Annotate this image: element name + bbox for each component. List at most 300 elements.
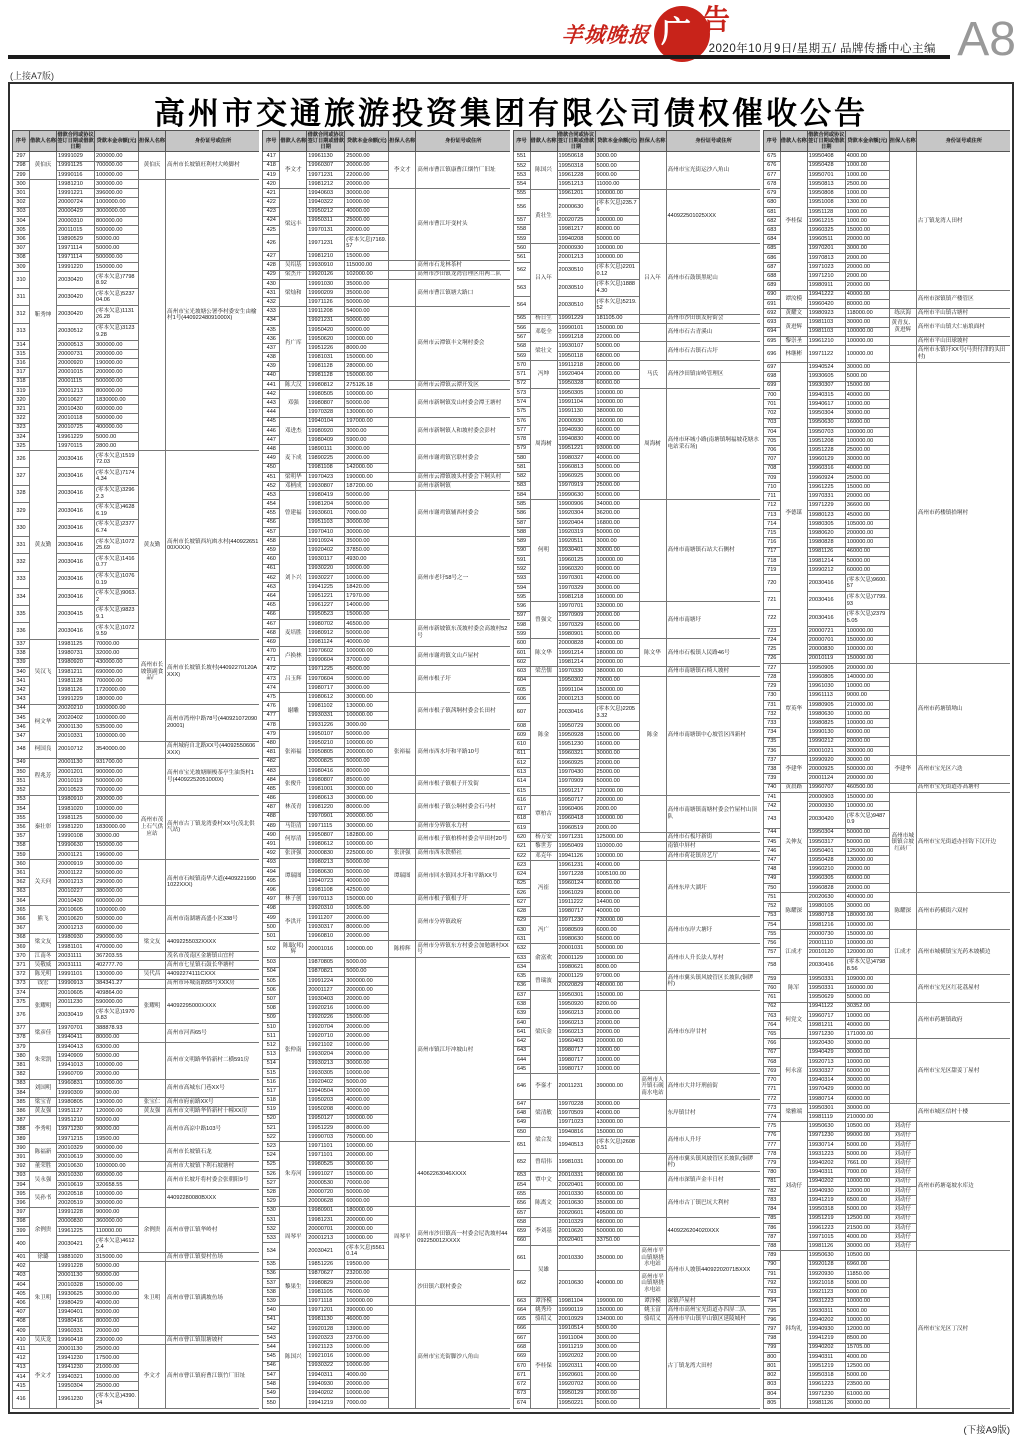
cell: 36600.00	[845, 501, 889, 510]
cell: 20030510	[557, 297, 595, 314]
cell: 423	[263, 207, 280, 216]
cell: 20010605	[57, 905, 95, 914]
cell	[389, 821, 416, 830]
cell: 19950328	[557, 379, 595, 388]
cell: 19930305	[307, 1068, 345, 1077]
cell: 130000.00	[345, 702, 389, 711]
cell: 高州市翼头镇风坡管区长坡队(铜锣村)	[666, 972, 760, 991]
cell: 100000.00	[845, 939, 889, 948]
cell: 刘国明	[30, 1079, 57, 1097]
cell	[889, 290, 916, 308]
cell: (零本欠息)235.76	[595, 198, 639, 215]
cell: 617	[513, 805, 530, 814]
cell: 40000.00	[595, 435, 639, 444]
cell: 90000.00	[95, 1208, 139, 1217]
cell: 1830000.00	[95, 823, 139, 832]
cell: 308	[13, 253, 30, 262]
cell: 徐璐	[30, 1253, 57, 1262]
cell: 500000.00	[95, 377, 139, 386]
cell: 90000.00	[845, 1085, 889, 1094]
cell	[889, 363, 916, 664]
column-header: 借款人名称	[780, 131, 807, 152]
cell: 316	[13, 359, 30, 368]
cell: 19950301	[807, 1103, 845, 1112]
cell: 474	[263, 684, 280, 693]
table-row	[513, 1324, 760, 1333]
cell: 刘动仔	[889, 1214, 916, 1223]
cell: 93000.00	[595, 444, 639, 453]
cell: 19981126	[807, 547, 845, 556]
debt-table-group-4	[763, 130, 1010, 1409]
cell: 3000.00	[345, 426, 389, 435]
cell: 覃柏古	[530, 795, 557, 832]
cell: 刘动仔	[889, 1140, 916, 1149]
cell: 518	[263, 1096, 280, 1105]
cell: 440922501025XXX	[666, 189, 760, 243]
cell: 540	[263, 1306, 280, 1315]
cell: 676	[763, 161, 780, 170]
column-header: 序号	[763, 131, 780, 152]
cell: 413	[13, 1363, 30, 1372]
cell: 20000513	[57, 340, 95, 349]
cell: 梁庆金	[530, 990, 557, 1074]
cell: 576	[513, 416, 530, 425]
table-row	[763, 336, 1010, 345]
cell: 高州市人升镇石砚南水电站	[639, 1074, 666, 1099]
cell: 19911222	[557, 898, 595, 907]
cell: 吴永强	[30, 1171, 57, 1189]
cell: 300000.00	[95, 340, 139, 349]
cell: 19981103	[807, 327, 845, 336]
cell: 759	[763, 974, 780, 983]
cell	[139, 1336, 166, 1345]
cell: 20000.00	[345, 995, 389, 1004]
cell: 649	[513, 1118, 530, 1127]
table-row	[513, 639, 760, 648]
cell: 100000.00	[845, 336, 889, 345]
cell: 337	[13, 640, 30, 649]
cell: 19960320	[557, 565, 595, 574]
table-row	[263, 941, 510, 958]
cell: 19980630	[807, 709, 845, 718]
cell: 597	[513, 611, 530, 620]
cell: 19981216	[807, 920, 845, 929]
cell: (零本欠息)19709.83	[95, 1007, 139, 1024]
cell: 1000000.00	[95, 905, 139, 914]
cell: 20010627	[57, 395, 95, 404]
cell: 19960129	[807, 455, 845, 464]
cell: 670	[513, 1361, 530, 1370]
cell: 高州市平山镇平山镇区延陵城村	[666, 1315, 760, 1324]
cell: 沙田镇六联村委会	[416, 1269, 510, 1306]
cell: 刘动仔	[889, 1177, 916, 1186]
cell: 469	[263, 638, 280, 647]
cell: 776	[763, 1131, 780, 1140]
cell: 332	[13, 554, 30, 571]
cell: 马氏	[639, 360, 666, 388]
cell: 8500.00	[845, 1334, 889, 1343]
cell: 300000.00	[345, 1160, 389, 1169]
cell: 401	[13, 1253, 30, 1262]
cell: 725	[763, 645, 780, 654]
cell: 528	[263, 1188, 280, 1197]
cell: 667	[513, 1333, 530, 1342]
cell: (零本欠息)31239.28	[95, 323, 139, 340]
cell: 30000.00	[845, 318, 889, 327]
cell: 黎世芳	[530, 842, 557, 851]
cell	[139, 961, 166, 970]
cell: 639	[513, 1009, 530, 1018]
cell: 19940504	[307, 1087, 345, 1096]
cell: 19911218	[557, 360, 595, 369]
cell	[389, 417, 416, 445]
table-row	[263, 895, 510, 904]
cell: 高州市平山田球坡村	[916, 336, 1010, 345]
cell: 200000.00	[95, 368, 139, 377]
cell: 3000.00	[595, 152, 639, 161]
cell: 360000.00	[95, 1217, 139, 1226]
cell: 80000.00	[95, 1033, 139, 1042]
cell: 569	[513, 351, 530, 360]
cell: 20030416	[57, 537, 95, 554]
cell	[639, 990, 666, 1074]
cell: 21500.00	[845, 1223, 889, 1232]
cell: 197000.00	[345, 417, 389, 426]
cell: 150000.00	[345, 353, 389, 362]
cell: 100000.00	[345, 334, 389, 343]
table-row	[513, 1296, 760, 1305]
cell: 19950318	[557, 161, 595, 170]
cell: 19930227	[307, 573, 345, 582]
cell: 740	[763, 783, 780, 792]
cell: (零本欠息)47988.56	[845, 957, 889, 974]
cell: 418	[263, 161, 280, 170]
column-header: 担保人名称	[639, 131, 666, 152]
cell: 498	[263, 904, 280, 913]
cell: 19970919	[557, 481, 595, 490]
column-header: 借款人名称	[530, 131, 557, 152]
cell	[889, 1251, 916, 1409]
cell	[389, 189, 416, 261]
cell: 20000701	[307, 1224, 345, 1233]
cell: 李建华	[889, 756, 916, 784]
cell: 750	[763, 883, 780, 892]
cell: 396	[13, 1199, 30, 1208]
cell: 620	[513, 833, 530, 842]
cell: 19971101	[307, 1151, 345, 1160]
cell: 12000.00	[845, 1325, 889, 1334]
cell: 531	[263, 1215, 280, 1224]
cell: 427	[263, 252, 280, 261]
cell: 400000.00	[95, 423, 139, 432]
cell: 19981126	[57, 686, 95, 695]
cell: 19940603	[307, 189, 345, 198]
cell: 19981031	[557, 1154, 595, 1171]
cell: 20030420	[57, 289, 95, 306]
cell	[389, 647, 416, 665]
cell: 380000.00	[595, 407, 639, 416]
cell: 572	[513, 379, 530, 388]
table-row	[513, 243, 760, 252]
cell: 冯广	[530, 916, 557, 944]
cell: 699	[763, 381, 780, 390]
debt-table-group-3	[513, 130, 760, 1409]
cell: 黄友强	[139, 1107, 166, 1116]
cell: 400000.00	[595, 639, 639, 648]
cell: 464	[263, 592, 280, 601]
cell: 19980717	[307, 684, 345, 693]
cell: 343	[13, 695, 30, 704]
cell: 8200.00	[595, 1000, 639, 1009]
cell: 19980620	[807, 529, 845, 538]
cell: 685	[763, 244, 780, 253]
cell: 100000.00	[845, 327, 889, 336]
cell: 19931226	[307, 720, 345, 729]
cell: 高州市东岸甘村	[666, 990, 760, 1074]
cell: 20031111	[57, 961, 95, 970]
cell: 20001213	[57, 386, 95, 395]
cell: 熊飞	[30, 905, 57, 933]
cell: 19960213	[557, 1009, 595, 1018]
cell: 461	[263, 564, 280, 573]
cell: 20000530	[307, 1178, 345, 1187]
table-row	[13, 988, 260, 997]
cell: 800	[763, 1352, 780, 1361]
cell: 19991125	[57, 161, 95, 170]
cell: 古丁镇龙湾人田村	[916, 152, 1010, 290]
cell: 393	[13, 1171, 30, 1180]
cell: 40000.00	[345, 876, 389, 885]
cell: 高州市长坡镇石龙	[166, 1144, 260, 1162]
cell: 5000.00	[595, 161, 639, 170]
cell: 389	[13, 1134, 30, 1143]
cell: 高州市曹江镇康曹江烟竹厂旧址	[416, 152, 510, 189]
cell: 50000.00	[95, 235, 139, 244]
cell: 100000.00	[595, 253, 639, 262]
cell: 20000919	[57, 859, 95, 868]
cell: 20010430	[57, 896, 95, 905]
cell: 19971230	[57, 1125, 95, 1134]
cell: 20001201	[57, 767, 95, 776]
cell: 40000.00	[345, 638, 389, 647]
cell: 15000.00	[345, 252, 389, 261]
cell: 20000.00	[845, 235, 889, 244]
cell: 10000.00	[845, 1057, 889, 1066]
cell: 6500.00	[845, 1196, 889, 1205]
cell: 陈国兴	[530, 152, 557, 189]
cell: 19950428	[807, 856, 845, 865]
cell: 542	[263, 1324, 280, 1333]
cell: 19981217	[557, 225, 595, 234]
cell: 19920404	[557, 370, 595, 379]
cell: 548	[263, 1379, 280, 1388]
cell: 19970228	[557, 1099, 595, 1108]
table-row	[513, 860, 760, 869]
table-row	[763, 929, 1010, 938]
cell: 5000.00	[845, 1140, 889, 1149]
cell: 19911208	[307, 307, 345, 316]
cell: 19890529	[57, 235, 95, 244]
cell: 19940617	[807, 400, 845, 409]
cell: 25000.00	[345, 1278, 389, 1287]
cell: 315	[13, 349, 30, 358]
cell: 546	[263, 1361, 280, 1370]
cell: 50000.00	[595, 528, 639, 537]
cell: 50000.00	[345, 1188, 389, 1197]
cell: 梁远丰	[280, 189, 307, 261]
cell: 300000.00	[345, 693, 389, 702]
cell: 李文才	[30, 1345, 57, 1409]
cell: 20000.00	[345, 454, 389, 463]
cell: 19991104	[557, 685, 595, 694]
cell: 19980807	[307, 399, 345, 408]
cell: 20000.00	[345, 932, 389, 941]
cell: 491	[263, 840, 280, 849]
cell: 高州市茂上石气供应站	[139, 795, 166, 859]
cell: 19970509	[557, 1109, 595, 1118]
cell: 19971210	[807, 272, 845, 281]
cell: 19981210	[307, 252, 345, 261]
cell: 5000.00	[845, 1306, 889, 1315]
cell: 90000.00	[95, 1088, 139, 1097]
table-row	[13, 758, 260, 767]
cell: 460500.00	[845, 783, 889, 792]
cell: 336	[13, 623, 30, 640]
cell: 462	[263, 573, 280, 582]
cell: 19971015	[807, 1232, 845, 1241]
cell: 19920402	[307, 1077, 345, 1086]
cell: 高州市长坡镇副食品厂	[139, 640, 166, 704]
cell: 朱卫明	[139, 1262, 166, 1336]
table-row	[513, 342, 760, 351]
cell: 445	[263, 417, 280, 426]
table-row	[263, 1306, 510, 1315]
cell: 561	[513, 253, 530, 262]
cell: 747	[763, 856, 780, 865]
cell: 19950813	[807, 180, 845, 189]
cell: 100000.00	[595, 388, 639, 397]
cell: 646	[513, 1074, 530, 1099]
cell: 42500.00	[345, 886, 389, 895]
cell	[389, 904, 416, 941]
cell: 30000.00	[95, 832, 139, 841]
cell: 672	[513, 1380, 530, 1389]
table-row	[513, 1127, 760, 1136]
cell: 50000.00	[595, 695, 639, 704]
cell: 553	[513, 170, 530, 179]
cell: 19990119	[557, 1305, 595, 1314]
cell: 20000.00	[595, 370, 639, 379]
cell: 19980805	[57, 1097, 95, 1106]
cell: 高州市根子圩	[416, 665, 510, 693]
cell: 589	[513, 537, 530, 546]
cell: 吕入年	[639, 243, 666, 314]
cell: 645	[513, 1065, 530, 1074]
cell: 748	[763, 865, 780, 874]
cell: 400000.00	[595, 1271, 639, 1296]
cell: 15705.00	[845, 1343, 889, 1352]
table-row	[13, 1116, 260, 1125]
cell: 高州市宝光区六迭	[916, 756, 1010, 784]
cell: 20000925	[807, 765, 845, 774]
cell: 19950523	[307, 610, 345, 619]
cell: 756	[763, 939, 780, 948]
cell: 19981220	[307, 803, 345, 812]
cell: 100000.00	[95, 1061, 139, 1070]
cell: 19940104	[307, 417, 345, 426]
cell: 黄进辉	[780, 318, 807, 336]
cell: 20010619	[57, 1180, 95, 1189]
cell: 566	[513, 323, 530, 332]
cell: 高州市石龙林茶村	[416, 261, 510, 270]
cell: 19990630	[57, 841, 95, 850]
cell: 19960709	[57, 1070, 95, 1079]
cell: 412	[13, 1354, 30, 1363]
cell: 489	[263, 821, 280, 830]
cell: 333	[13, 571, 30, 588]
cell: 601	[513, 648, 530, 657]
cell: 150000.00	[595, 1127, 639, 1136]
cell	[389, 270, 416, 279]
cell: 200000.00	[595, 795, 639, 804]
cell: 19980910	[57, 795, 95, 804]
cell: 刘动仔	[889, 1242, 916, 1251]
cell: 高州市人升长法人厚村	[666, 944, 760, 972]
cell: 200000.00	[345, 1215, 389, 1224]
cell: 3000000.00	[95, 207, 139, 216]
cell: 711	[763, 492, 780, 501]
cell: 14400.00	[595, 898, 639, 907]
cell: 805	[763, 1398, 780, 1408]
cell: 19960307	[307, 161, 345, 170]
cell: 19970410	[307, 527, 345, 536]
cell: (零本欠息)55610.14	[345, 1243, 389, 1260]
table-row	[263, 1142, 510, 1151]
cell: 20030416	[57, 485, 95, 502]
cell: 744	[763, 828, 780, 837]
cell: 717	[763, 547, 780, 556]
column-header: 借款合同或协议签订日期或借款日期	[307, 132, 344, 151]
cell: 20000630	[557, 198, 595, 215]
table-row	[263, 1206, 510, 1215]
cell: 150000.00	[345, 895, 389, 904]
cell: 10000.00	[345, 573, 389, 582]
cell: 19971231	[307, 170, 345, 179]
cell: (零本欠息)23776.74	[95, 519, 139, 536]
cell: 19981220	[57, 823, 95, 832]
cell: 19970201	[807, 244, 845, 253]
cell: 30000.00	[845, 363, 889, 372]
cell: 杨万安	[530, 833, 557, 842]
cell: 472	[263, 665, 280, 674]
cell: 437	[263, 344, 280, 353]
cell: 19951008	[807, 198, 845, 207]
cell: 10005.00	[345, 904, 389, 913]
cell: 350000.00	[595, 1199, 639, 1208]
cell: 19930331	[307, 711, 345, 720]
cell: 钱宏	[30, 979, 57, 988]
cell: 596	[513, 602, 530, 611]
cell: 50000.00	[345, 298, 389, 307]
cell: 10000.00	[845, 1315, 889, 1324]
cell: 李建华	[780, 756, 807, 784]
cell: 80000.00	[595, 888, 639, 897]
cell: 560	[513, 243, 530, 252]
cell: 19970909	[557, 611, 595, 620]
cell: 628	[513, 907, 530, 916]
cell: 19981101	[57, 942, 95, 951]
cell: 19920601	[557, 1370, 595, 1379]
